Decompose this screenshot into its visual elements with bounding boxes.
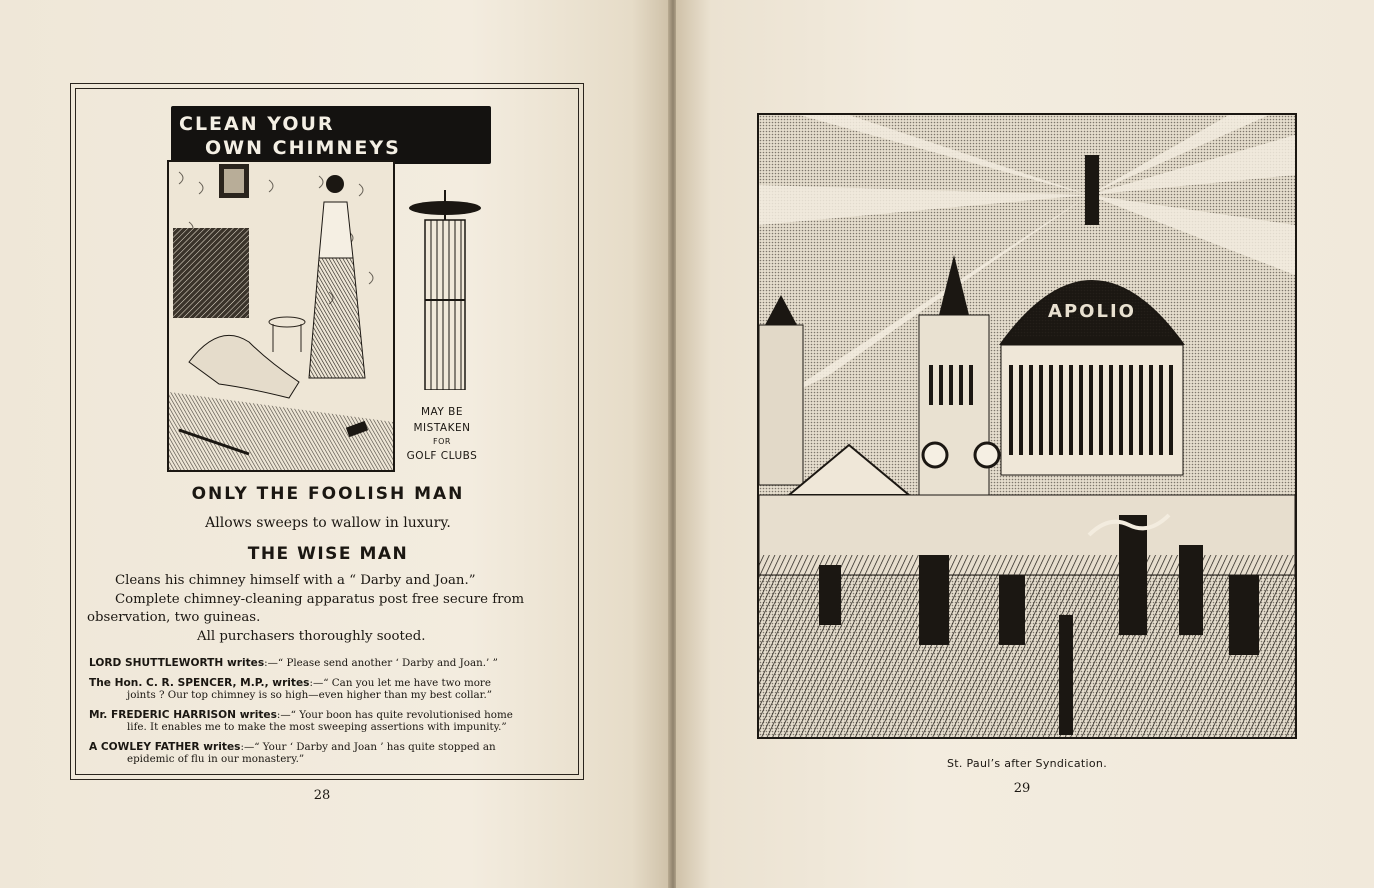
testimonial-author: The Hon. C. R. SPENCER, M.P., writes (89, 676, 310, 689)
heading-wise-man: THE WISE MAN (247, 544, 409, 564)
testimonial (89, 709, 565, 734)
woman-and-sweep-illustration (167, 160, 395, 472)
chimney-brush-icon (405, 190, 485, 390)
ad-body (87, 572, 573, 646)
body-line: Cleans his chimney himself with a “ Darby and Joan.” (115, 573, 476, 588)
testimonial (89, 741, 565, 766)
body-line: Complete chimney-cleaning apparatus post free secure from (115, 591, 525, 607)
tool-caption-line: FOR (433, 437, 451, 446)
testimonial-author: LORD SHUTTLEWORTH writes (89, 657, 265, 669)
tool-caption (397, 404, 487, 464)
tool-caption-line: GOLF CLUBS (406, 450, 478, 462)
subheading-foolish: Allows sweeps to wallow in luxury. (205, 515, 451, 531)
advertisement-frame (70, 83, 584, 780)
banner-line-2: OWN CHIMNEYS (205, 137, 401, 159)
heading-foolish-man: ONLY THE FOOLISH MAN (191, 484, 465, 504)
testimonial-continuation: life. It enables me to make the most sweeping assertions with impunity.” (127, 721, 507, 733)
testimonial (89, 657, 565, 670)
testimonial-text: :—“ Please send another ‘ Darby and Joan.’ ” (264, 657, 498, 669)
testimonial-continuation: joints ? Our top chimney is so high—even higher than my best collar.” (127, 689, 493, 701)
body-line: observation, two guineas. (87, 610, 261, 625)
st-pauls-drawing (759, 115, 1295, 737)
testimonials (89, 657, 565, 773)
tool-caption-line: MAY BE (420, 406, 464, 418)
st-pauls-illustration (757, 113, 1297, 739)
illustration-caption: St. Paul’s after Syndication. (947, 757, 1107, 770)
testimonial-text: :—“ Your boon has quite revolutionised home (276, 708, 513, 721)
illustration-drawing (169, 162, 393, 470)
page-number-right: 29 (1013, 781, 1031, 796)
testimonial-author: Mr. FREDERIC HARRISON writes (89, 708, 277, 721)
testimonial-text: :—“ Can you let me have two more (309, 676, 491, 689)
dome-sign: APOLIO (1048, 301, 1136, 322)
banner-line-1: CLEAN YOUR (179, 113, 335, 135)
body-line: All purchasers thoroughly sooted. (197, 628, 426, 644)
testimonial-author: A COWLEY FATHER writes (89, 740, 241, 753)
banner-background (171, 106, 491, 164)
page-number-left: 28 (313, 788, 331, 803)
testimonial-text: :—“ Your ‘ Darby and Joan ’ has quite stopped an (240, 740, 496, 753)
left-page (0, 0, 672, 888)
testimonial-continuation: epidemic of flu in our monastery.” (127, 753, 305, 765)
testimonial (89, 677, 565, 702)
tool-caption-line: MISTAKEN (413, 422, 471, 434)
ad-banner (179, 112, 489, 160)
